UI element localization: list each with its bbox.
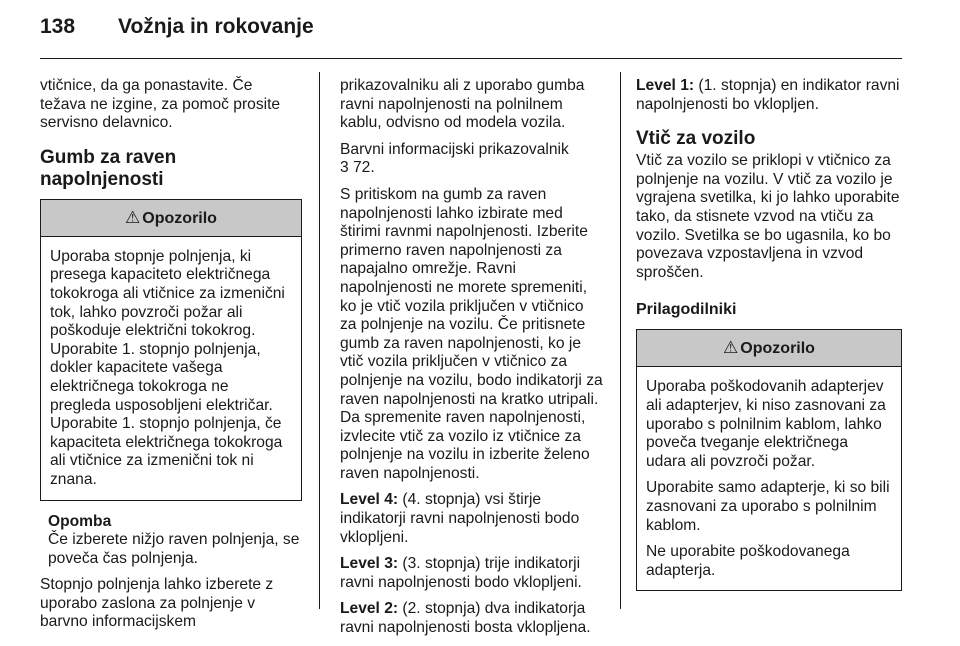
- warning-box: [636, 329, 902, 591]
- page-number: 138: [40, 15, 76, 38]
- subsection-heading: Prilagodilniki: [636, 301, 737, 319]
- level-label: Level 1:: [636, 77, 695, 94]
- level-text: (1. stopnja) en indikator ravni napolnjenosti bo vklopljen.: [636, 77, 900, 113]
- section-heading: Gumb za raven napolnjenosti: [40, 146, 177, 190]
- warning-text: Uporabite samo adapterje, ki so bili zasnovani za uporabo s polnilnim kablom.: [646, 479, 890, 534]
- level-label: Level 2:: [340, 600, 399, 618]
- section-heading: Vtič za vozilo: [636, 128, 756, 150]
- level-item: [636, 77, 902, 114]
- page-header: [40, 14, 920, 50]
- level-item: [340, 555, 604, 592]
- page-reference-link[interactable]: 3 72.: [340, 159, 375, 177]
- column-3: [636, 77, 902, 603]
- column-divider: [620, 72, 621, 609]
- paragraph: Stopnjo polnjenja lahko izberete z uporabo zaslona za polnjenje v barvno informacijskem: [40, 576, 274, 631]
- warning-text: Uporaba poškodovanih adapterjev ali adapterjev, ki niso zasnovani za uporabo s polnilnim kablom, lahko poveča tveganje električnega udara ali povzroči požar.: [646, 378, 886, 470]
- column-divider: [319, 72, 320, 609]
- warning-title: Opozorilo: [142, 209, 217, 227]
- warning-box-body: [41, 237, 301, 500]
- level-text: (3. stopnja) trije indikatorji ravni napolnjenosti bodo vklopljeni.: [340, 555, 582, 591]
- warning-box-body: [637, 367, 901, 590]
- level-label: Level 4:: [340, 491, 399, 509]
- page-title: Vožnja in rokovanje: [118, 15, 314, 38]
- paragraph: [340, 141, 604, 178]
- paragraph: S pritiskom na gumb za raven napolnjenosti lahko izbirate med štirimi ravnmi napolnjenosti. Izberite primerno raven napolnjenosti za napajalno omrežje. Ravni napolnjenosti ne morete spremeniti, ko je vtič vozila priključen v vtičnico za polnjenje na vozilu. Če pritisnete gumb za raven napolnjenosti, ko je vtič vozila priključen v vtičnico za polnjenje na vozilu, bodo indikatorji za raven napolnjenosti na kratko utripali. Da spremenite raven napolnjenosti, izvlecite vtič za vozilo iz vtičnice za polnjenje na vozilu in izberite želeno raven napolnjenosti.: [340, 185, 603, 482]
- level-label: Level 3:: [340, 555, 399, 573]
- warning-text: Ne uporabite poškodovanega adapterja.: [646, 543, 850, 579]
- warning-triangle-icon: ⚠: [723, 338, 739, 358]
- column-2: [340, 77, 604, 646]
- level-item: [340, 600, 604, 637]
- warning-triangle-icon: ⚠: [125, 207, 141, 227]
- warning-text: Uporaba stopnje polnjenja, ki presega kapaciteto električnega tokokroga ali vtičnice za izmenični tok, lahko povzroči požar ali poškoduje električni tokokrog. Uporabite 1. stopnjo polnjenja, dokler kapacitete vašega električnega tokokroga ne pregleda usposobljeni električar. Uporabite 1. stopnjo polnjenja, če kapaciteta električnega tokokroga ali vtičnice za izmenični tok ni znana.: [50, 247, 285, 488]
- note-title: Opomba: [48, 512, 112, 530]
- note: [40, 513, 302, 569]
- warning-box: [40, 199, 302, 501]
- warning-box-header: [41, 200, 301, 237]
- note-text: Če izberete nižjo raven polnjenja, se poveča čas polnjenja.: [48, 531, 300, 567]
- warning-box-header: [637, 330, 901, 367]
- header-rule: [40, 58, 902, 59]
- paragraph: vtičnice, da ga ponastavite. Če težava ne izgine, za pomoč prosite servisno delavnico.: [40, 77, 281, 132]
- column-1: [40, 77, 302, 640]
- warning-title: Opozorilo: [740, 340, 815, 358]
- level-text: (4. stopnja) vsi štirje indikatorji ravni napolnjenosti bodo vklopljeni.: [340, 491, 580, 546]
- cross-reference-label: Barvni informacijski prikazovalnik: [340, 140, 569, 158]
- paragraph: Vtič za vozilo se priklopi v vtičnico za polnjenje na vozilu. V vtič za vozilo je vgrajena svetilka, ki jo lahko uporabite tako, da stisnete vzvod na vtiču za vozilo. Svetilka se bo ugasnila, ko bo povezava vzpostavljena in vzvod sproščen.: [636, 152, 900, 281]
- paragraph: prikazovalniku ali z uporabo gumba ravni napolnjenosti na polnilnem kablu, odvisno od modela vozila.: [340, 77, 585, 132]
- level-text: (2. stopnja) dva indikatorja ravni napolnjenosti bosta vklopljena.: [340, 600, 591, 637]
- level-item: [340, 491, 604, 547]
